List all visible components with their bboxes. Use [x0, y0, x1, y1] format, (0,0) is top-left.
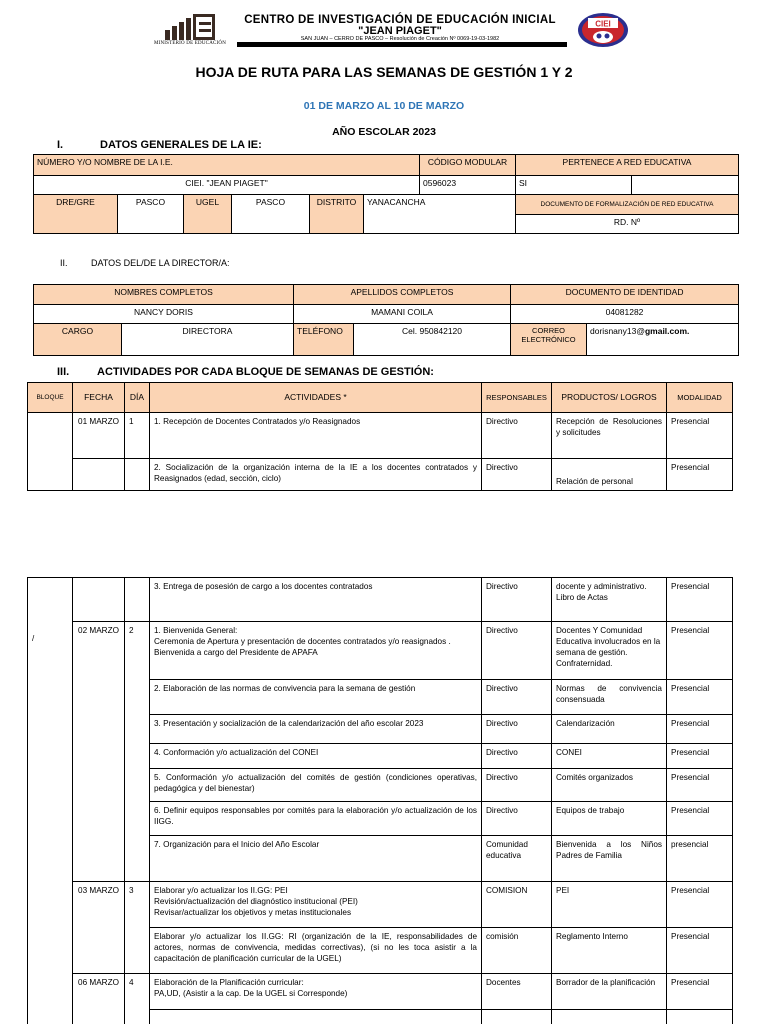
modular-code-header: CÓDIGO MODULAR	[420, 155, 516, 176]
row-mode: Presencial	[667, 413, 733, 459]
row-day	[125, 459, 150, 491]
row-product: Recepción de Resoluciones y solicitudes	[552, 413, 667, 459]
row-activity: 2. Elaboración de las normas de convivencia para la semana de gestión	[150, 680, 482, 715]
section2-number: II.	[60, 258, 68, 268]
row-responsible: comisión	[482, 928, 552, 974]
row-product: Reglamento Interno	[552, 928, 667, 974]
row-product: Docentes Y Comunidad Educativa involucrados en la semana de gestión. Confraternidad.	[552, 622, 667, 680]
row-mode: Presencial	[667, 578, 733, 622]
phone-value: Cel. 950842120	[354, 324, 511, 356]
date-header: FECHA	[73, 383, 125, 413]
table-row	[28, 413, 733, 459]
row-product: Relación de personal	[552, 459, 667, 491]
institution-name: "JEAN PIAGET"	[358, 25, 442, 37]
row-date: 01 MARZO	[73, 413, 125, 459]
row-responsible: Directivo	[482, 802, 552, 836]
email-value	[587, 324, 739, 356]
row-activity: 3. Entrega de posesión de cargo a los docentes contratados	[150, 578, 482, 622]
table-row	[28, 459, 733, 491]
row-responsible: Directivo	[482, 459, 552, 491]
row-activity: 1. Recepción de Docentes Contratados y/o Reasignados	[150, 413, 482, 459]
school-seal-icon	[577, 12, 629, 48]
row-day: 3	[125, 882, 150, 974]
table-row	[28, 882, 733, 928]
director-id: 04081282	[511, 305, 739, 324]
row-product: Calendarización	[552, 715, 667, 744]
row-mode: Presencial	[667, 769, 733, 802]
mode-header: MODALIDAD	[667, 383, 733, 413]
network-value: SI	[516, 176, 632, 195]
row-mode: Presencial	[667, 622, 733, 680]
row-responsible: Directivo	[482, 622, 552, 680]
network-blank	[632, 176, 739, 195]
director-surnames: MAMANI COILA	[294, 305, 511, 324]
row-activity: Elaborar y/o actualizar los II.GG: PEI Revisión/actualización del diagnóstico institucional (PEI) Revisar/actualizar los objetivos y metas institucionales	[150, 882, 482, 928]
page-title: HOJA DE RUTA PARA LAS SEMANAS DE GESTIÓN 1 Y 2	[195, 64, 573, 80]
row-activity: 7. Organización para el Inicio del Año Escolar	[150, 836, 482, 882]
row-day: 2	[125, 622, 150, 882]
row-responsible: COMISION	[482, 882, 552, 928]
director-data-table	[33, 284, 739, 356]
row-day: 4	[125, 974, 150, 1024]
row-product: PEI	[552, 882, 667, 928]
row-mode: Presencial	[667, 802, 733, 836]
ugel-label: UGEL	[184, 195, 232, 234]
row-responsible: Directivo	[482, 680, 552, 715]
row-mode: Presencial	[667, 744, 733, 769]
formalization-doc-label: DOCUMENTO DE FORMALIZACIÓN DE RED EDUCATIVA	[516, 195, 739, 215]
ministry-logo-mark-icon	[165, 14, 215, 40]
ugel-value: PASCO	[232, 195, 310, 234]
seal-text: CIEI	[595, 19, 611, 29]
row-activity: 6. Definir equipos responsables por comités para la elaboración y/o actualización de los IIGG.	[150, 802, 482, 836]
row-mode: Presencial	[667, 928, 733, 974]
cargo-value: DIRECTORA	[122, 324, 294, 356]
row-product: Comités organizados	[552, 769, 667, 802]
row-activity: 4. Conformación y/o actualización del CONEI	[150, 744, 482, 769]
row-activity: 2. Socialización de la organización interna de la IE a los docentes contratados y Reasignados (edad, sección, ciclo)	[150, 459, 482, 491]
row-product: CONEI	[552, 744, 667, 769]
row-responsible: Directivo	[482, 413, 552, 459]
row-responsible	[482, 1010, 552, 1024]
row-product: Borrador de la planificación	[552, 974, 667, 1010]
modular-code: 0596023	[420, 176, 516, 195]
section1-number: I.	[57, 139, 64, 151]
row-day	[125, 578, 150, 622]
row-mode: presencial	[667, 836, 733, 882]
block-cell	[28, 413, 73, 491]
activities-table-page1	[27, 382, 733, 491]
row-product: Normas de convivencia consensuada	[552, 680, 667, 715]
row-activity	[150, 1010, 482, 1024]
school-year: AÑO ESCOLAR 2023	[332, 126, 436, 138]
email-domain: gmail.com.	[644, 326, 690, 336]
surnames-header: APELLIDOS COMPLETOS	[294, 285, 511, 305]
row-mode: Presencial	[667, 882, 733, 928]
general-data-table	[33, 154, 739, 234]
row-responsible: Docentes	[482, 974, 552, 1010]
row-activity: Elaborar y/o actualizar los II.GG: RI (organización de la IE, responsabilidades de actores, normas de convivencia, medidas correctivas), (si no les toca asistir a la capacitación de planificación curricular de la UGEL)	[150, 928, 482, 974]
products-header: PRODUCTOS/ LOGROS	[552, 383, 667, 413]
row-product	[552, 1010, 667, 1024]
row-activity: 1. Bienvenida General: Ceremonia de Apertura y presentación de docentes contratados y/o reasignados . Bienvenida a cargo del Presidente de APAFA	[150, 622, 482, 680]
ie-name: CIEI. "JEAN PIAGET"	[34, 176, 420, 195]
date-range: 01 DE MARZO AL 10 DE MARZO	[303, 100, 465, 112]
formalization-doc-value: RD. Nº	[516, 215, 739, 234]
row-product: Equipos de trabajo	[552, 802, 667, 836]
row-product: Bienvenida a los Niños Padres de Familia	[552, 836, 667, 882]
row-responsible: Directivo	[482, 769, 552, 802]
responsible-header: RESPONSABLES	[482, 383, 552, 413]
section3-number: III.	[57, 366, 70, 378]
row-responsible: Directivo	[482, 578, 552, 622]
table-row	[28, 622, 733, 680]
row-responsible: Directivo	[482, 744, 552, 769]
table-row	[28, 974, 733, 1010]
row-date: 06 MARZO	[73, 974, 125, 1024]
names-header: NOMBRES COMPLETOS	[34, 285, 294, 305]
ie-name-header: NÚMERO Y/O NOMBRE DE LA I.E.	[34, 155, 420, 176]
row-responsible: Comunidad educativa	[482, 836, 552, 882]
email-label: CORREO ELECTRÓNICO	[511, 324, 587, 356]
section3-title: ACTIVIDADES POR CADA BLOQUE DE SEMANAS DE GESTIÓN:	[97, 366, 434, 378]
row-activity: Elaboración de la Planificación curricular: PA,UD, (Asistir a la cap. De la UGEL si Corresponde)	[150, 974, 482, 1010]
institution-address: SAN JUAN – CERRO DE PASCO – Resolución de Creación Nº 0069-19-03-1982	[300, 36, 500, 42]
table-row	[28, 578, 733, 622]
block-header: BLOQUE	[28, 383, 73, 413]
director-names: NANCY DORIS	[34, 305, 294, 324]
row-activity: 5. Conformación y/o actualización del comités de gestión (condiciones operativas, pedagógica y del bienestar)	[150, 769, 482, 802]
ministry-caption: MINISTERIO DE EDUCACIÓN	[153, 41, 227, 46]
row-mode: Presencial	[667, 459, 733, 491]
institution-title: CENTRO DE INVESTIGACIÓN DE EDUCACIÓN INICIAL	[244, 14, 556, 26]
row-mode: Presencial	[667, 680, 733, 715]
row-date	[73, 578, 125, 622]
id-header: DOCUMENTO DE IDENTIDAD	[511, 285, 739, 305]
row-activity: 3. Presentación y socialización de la calendarización del año escolar 2023	[150, 715, 482, 744]
row-day: 1	[125, 413, 150, 459]
activities-table-page2	[27, 577, 733, 1024]
phone-label: TELÉFONO	[294, 324, 354, 356]
row-date: 03 MARZO	[73, 882, 125, 974]
activities-header: ACTIVIDADES *	[150, 383, 482, 413]
email-user: dorisnany13@	[590, 326, 645, 336]
row-mode: Presencial	[667, 715, 733, 744]
row-mode: Presencial	[667, 974, 733, 1010]
row-mode	[667, 1010, 733, 1024]
row-date	[73, 459, 125, 491]
header-rule	[237, 42, 567, 47]
row-date: 02 MARZO	[73, 622, 125, 882]
row-product: docente y administrativo. Libro de Actas	[552, 578, 667, 622]
day-header: DÍA	[125, 383, 150, 413]
cargo-label: CARGO	[34, 324, 122, 356]
network-header: PERTENECE A RED EDUCATIVA	[516, 155, 739, 176]
dre-label: DRE/GRE	[34, 195, 118, 234]
district-label: DISTRITO	[310, 195, 364, 234]
section2-title: DATOS DEL/DE LA DIRECTOR/A:	[91, 258, 230, 268]
dre-value: PASCO	[118, 195, 184, 234]
section1-title: DATOS GENERALES DE LA IE:	[100, 139, 262, 151]
row-responsible: Directivo	[482, 715, 552, 744]
block-cell: /	[28, 578, 73, 1024]
ministry-logo	[153, 14, 227, 48]
district-value: YANACANCHA	[364, 195, 516, 234]
